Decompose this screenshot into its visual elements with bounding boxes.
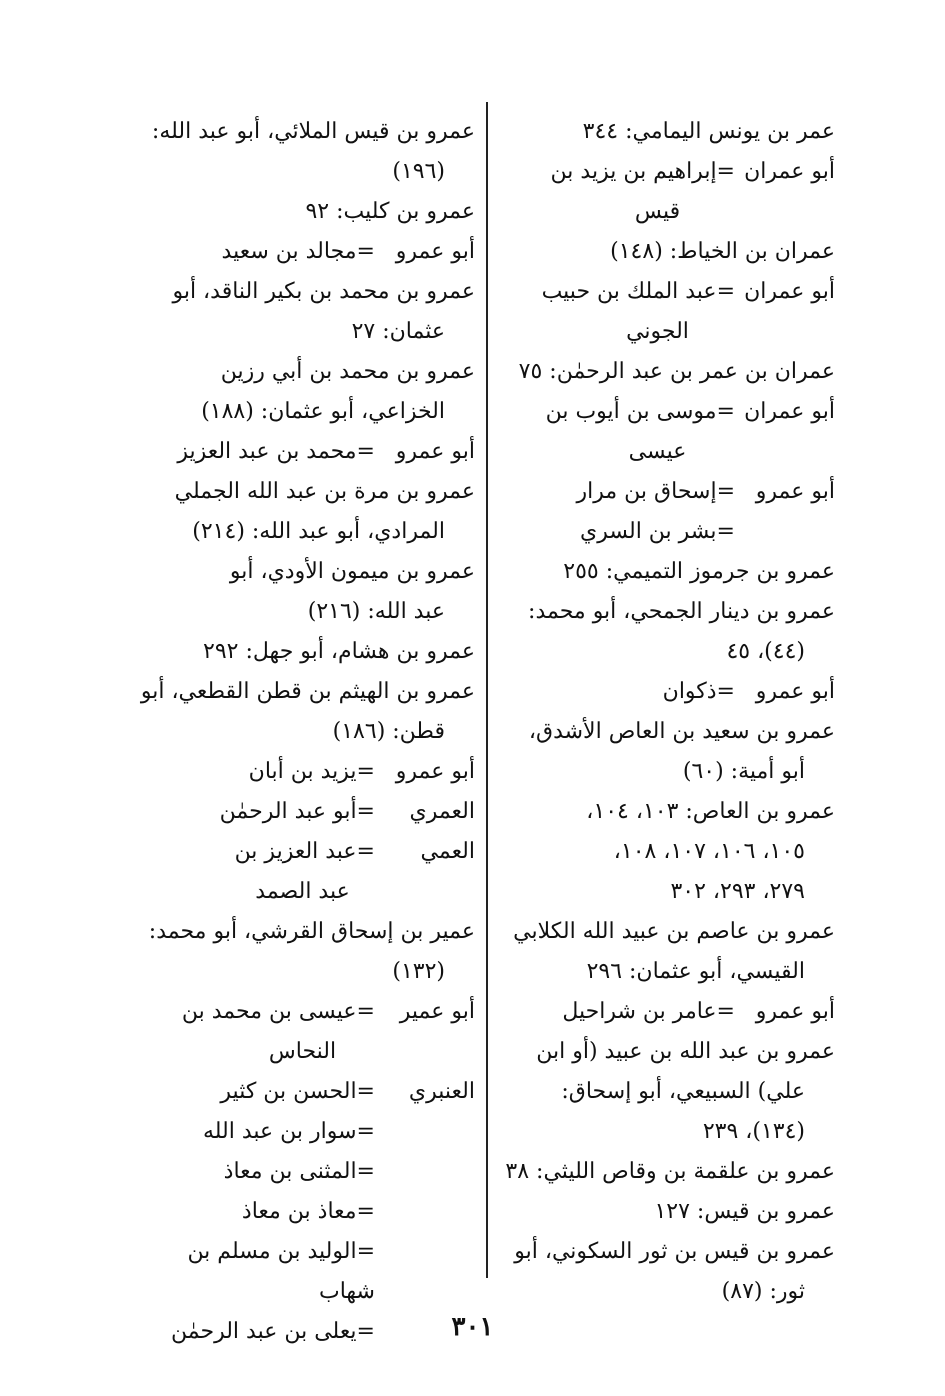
index-entry [480, 112, 835, 152]
kunya-value: =عامر بن شراحيل [562, 999, 735, 1024]
kunya-entry [480, 392, 835, 472]
entry-continuation: عبد الله: (٢١٦) [307, 599, 445, 624]
entry-continuation: الخزاعي، أبو عثمان: (١٨٨) [201, 399, 445, 424]
kunya-entry [130, 232, 475, 272]
kunya-entry [130, 1072, 475, 1112]
entry-continuation: (١٣٤)، ٢٣٩ [702, 1119, 805, 1144]
kunya-continuation: النحاس [268, 1039, 337, 1064]
kunya-key: أبو عمير [399, 999, 475, 1024]
entry-line: عمرو بن مرة بن عبد الله الجملي [174, 479, 475, 504]
entry-continuation: القيسي، أبو عثمان: ٢٩٦ [586, 959, 805, 984]
entry-continuation: (١٣٢) [392, 959, 445, 984]
column-divider [486, 102, 488, 1278]
entry-line: عمرو بن محمد بن بكير الناقد، أبو [172, 279, 475, 304]
kunya-value: =الحسن بن كثير [220, 1079, 375, 1104]
entry-line: عمرو بن عبد الله بن عبيد (أو ابن [536, 1039, 835, 1064]
entry-line: عمرو بن سعيد بن العاص الأشدق، [528, 719, 835, 744]
entry-line: عمرو بن قيس بن ثور السكوني، أبو [514, 1239, 835, 1264]
kunya-entry [130, 832, 475, 912]
index-entry [130, 552, 475, 632]
index-entry [130, 112, 475, 192]
kunya-entry [130, 1112, 475, 1152]
entry-line: عمران بن الخياط: (١٤٨) [610, 239, 835, 264]
index-entry [130, 192, 475, 232]
index-entry [480, 552, 835, 592]
entry-line: عمرو بن جرموز التميمي: ٢٥٥ [563, 559, 835, 584]
kunya-key: أبو عمرو [395, 439, 475, 464]
entry-line: عمرو بن قيس الملائي، أبو عبد الله: [151, 119, 475, 144]
entry-continuation: قطن: (١٨٦) [332, 719, 445, 744]
kunya-entry [480, 472, 835, 512]
index-entry [480, 1232, 835, 1312]
index-entry [130, 472, 475, 552]
entry-line: عمير بن إسحاق القرشي، أبو محمد: [148, 919, 475, 944]
kunya-value: =سوار بن عبد الله [202, 1119, 375, 1144]
kunya-value: =مجالد بن سعيد [221, 239, 375, 264]
kunya-value: =معاذ بن معاذ [241, 1199, 375, 1224]
kunya-entry [480, 272, 835, 352]
entry-line: عمر بن يونس اليمامي: ٣٤٤ [582, 119, 835, 144]
kunya-continuation: عيسى [628, 439, 687, 464]
entry-line: عمرو بن عاصم بن عبيد الله الكلابي [513, 919, 835, 944]
entry-continuation: أبو أمية: (٦٠) [682, 759, 805, 784]
index-entry [480, 232, 835, 272]
kunya-value: =المثنى بن معاذ [223, 1159, 375, 1184]
entry-line: عمرو بن الهيثم بن قطن القطعي، أبو [140, 679, 475, 704]
index-entry [480, 1152, 835, 1192]
kunya-value: =يزيد بن أبان [248, 759, 375, 784]
index-entry [130, 352, 475, 432]
page-number: ٣٠١ [451, 1312, 494, 1342]
kunya-key: أبو عمران [744, 279, 835, 304]
kunya-entry [130, 792, 475, 832]
kunya-value: =بشر بن السري [580, 519, 735, 544]
index-entry [480, 592, 835, 672]
kunya-entry [130, 1152, 475, 1192]
kunya-value: =إسحاق بن مرار [576, 479, 735, 504]
kunya-entry [480, 672, 835, 712]
kunya-key: أبو عمرو [755, 679, 835, 704]
entry-continuation: ٢٧٩، ٢٩٣، ٣٠٢ [670, 879, 805, 904]
kunya-key: العنبري [408, 1079, 475, 1104]
kunya-entry [480, 992, 835, 1032]
kunya-value: =يعلى بن عبد الرحمٰن [171, 1319, 375, 1344]
entry-continuation: (٤٤)، ٤٥ [726, 639, 805, 664]
kunya-key: أبو عمرو [395, 759, 475, 784]
index-entry [130, 912, 475, 992]
entry-line: عمرو بن هشام، أبو جهل: ٢٩٢ [203, 639, 475, 664]
kunya-value: =عيسى بن محمد بن [181, 999, 375, 1024]
kunya-entry [130, 432, 475, 472]
entry-continuation: المرادي، أبو عبد الله: (٢١٤) [192, 519, 445, 544]
kunya-key: أبو عمران [744, 159, 835, 184]
left-index-column [130, 112, 475, 1352]
entry-line: عمرو بن قيس: ١٢٧ [654, 1199, 835, 1224]
index-entry [480, 712, 835, 792]
kunya-continuation: الجوني [626, 319, 689, 344]
kunya-value: =عبد العزيز بن [234, 839, 375, 864]
index-entry [130, 672, 475, 752]
kunya-key: العمي [420, 839, 475, 864]
index-entry [480, 792, 835, 912]
entry-continuation: علي) السبيعي، أبو إسحاق: [561, 1079, 805, 1104]
kunya-value: =الوليد بن مسلم بن شهاب [187, 1239, 375, 1304]
kunya-entry [130, 1192, 475, 1232]
kunya-entry [130, 992, 475, 1072]
kunya-key: العمري [409, 799, 475, 824]
kunya-key: أبو عمران [744, 399, 835, 424]
kunya-value: =ذكوان [662, 679, 735, 704]
kunya-continuation: عبد الصمد [255, 879, 350, 904]
index-entry [480, 352, 835, 392]
index-entry [480, 912, 835, 992]
kunya-key: أبو عمرو [395, 239, 475, 264]
entry-continuation: ثور: (٨٧) [721, 1279, 805, 1304]
entry-continuation: عثمان: ٢٧ [351, 319, 445, 344]
entry-line: عمرو بن ميمون الأودي، أبو [229, 559, 475, 584]
kunya-entry [130, 752, 475, 792]
entry-continuation: (١٩٦) [392, 159, 445, 184]
kunya-entry [130, 1232, 475, 1312]
entry-continuation: ١٠٥، ١٠٦، ١٠٧، ١٠٨، [613, 839, 805, 864]
kunya-value: =محمد بن عبد العزيز [177, 439, 375, 464]
right-index-column [480, 112, 835, 1312]
entry-line: عمرو بن دينار الجمحي، أبو محمد: [528, 599, 835, 624]
entry-line: عمرو بن كليب: ٩٢ [305, 199, 475, 224]
kunya-entry [480, 152, 835, 232]
index-entry [480, 1032, 835, 1152]
kunya-value: =موسى بن أيوب بن [545, 399, 735, 424]
kunya-key: أبو عمرو [755, 479, 835, 504]
index-entry [130, 272, 475, 352]
kunya-entry [480, 512, 835, 552]
kunya-continuation: قيس [634, 199, 681, 224]
kunya-value: =عبد الملك بن حبيب [541, 279, 735, 304]
kunya-value: =إبراهيم بن يزيد بن [550, 159, 735, 184]
entry-line: عمرو بن محمد بن أبي رزين [220, 359, 475, 384]
entry-line: عمران بن عمر بن عبد الرحمٰن: ٧٥ [518, 359, 835, 384]
kunya-value: =أبو عبد الرحمٰن [219, 799, 375, 824]
entry-line: عمرو بن علقمة بن وقاص الليثي: ٣٨ [505, 1159, 835, 1184]
entry-line: عمرو بن العاص: ١٠٣، ١٠٤، [586, 799, 835, 824]
index-entry [130, 632, 475, 672]
kunya-key: أبو عمرو [755, 999, 835, 1024]
index-entry [480, 1192, 835, 1232]
